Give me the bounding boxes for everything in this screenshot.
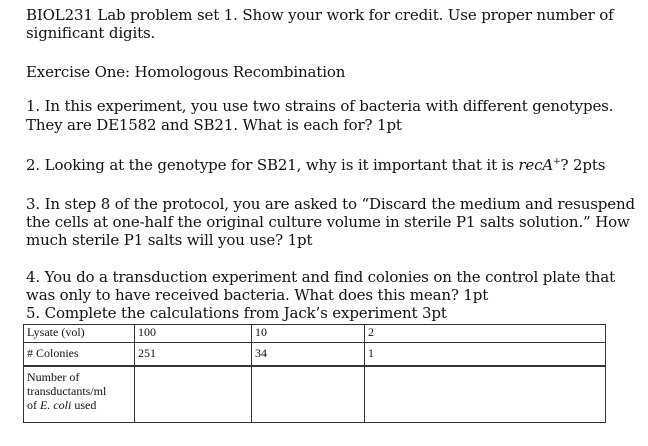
question-4-line-2: was only to have received bacteria. What does this mean? 1pt bbox=[26, 286, 489, 304]
table-row-transductants bbox=[24, 366, 606, 423]
gene-superscript: + bbox=[553, 157, 561, 167]
header-line-1: BIOL231 Lab problem set 1. Show your work for credit. Use proper number of bbox=[26, 6, 614, 24]
answer-cell[interactable] bbox=[252, 366, 365, 423]
label-line-2: transductants/ml bbox=[27, 384, 107, 398]
question-3-line-1: 3. In step 8 of the protocol, you are asked to “Discard the medium and resuspend bbox=[26, 195, 635, 213]
table-cell: 100 bbox=[135, 325, 252, 343]
label-of: of bbox=[27, 398, 40, 412]
gene-name: recA bbox=[518, 156, 554, 174]
question-2 bbox=[26, 156, 605, 174]
table-cell: 34 bbox=[252, 343, 365, 367]
exercise-title: Exercise One: Homologous Recombination bbox=[26, 63, 346, 81]
question-5-line-1: 5. Complete the calculations from Jack’s experiment 3pt bbox=[26, 304, 447, 322]
table-cell-label bbox=[24, 366, 135, 423]
table-row-lysate bbox=[24, 325, 606, 343]
table-cell: 2 bbox=[365, 325, 606, 343]
table-cell: 10 bbox=[252, 325, 365, 343]
table-cell: # Colonies bbox=[24, 343, 135, 367]
table-cell: Lysate (vol) bbox=[24, 325, 135, 343]
question-2-points: ? 2pts bbox=[560, 156, 606, 174]
organism-name: E. coli bbox=[40, 398, 72, 412]
label-line-3 bbox=[27, 398, 131, 412]
question-1-line-2: They are DE1582 and SB21. What is each for? 1pt bbox=[26, 116, 402, 134]
transductants-label bbox=[27, 370, 131, 412]
table-row-colonies bbox=[24, 343, 606, 367]
table-cell: 251 bbox=[135, 343, 252, 367]
question-4-line-1: 4. You do a transduction experiment and find colonies on the control plate that bbox=[26, 268, 615, 286]
label-line-1: Number of bbox=[27, 370, 80, 384]
question-1-line-1: 1. In this experiment, you use two strains of bacteria with different genotypes. bbox=[26, 97, 614, 115]
answer-cell[interactable] bbox=[135, 366, 252, 423]
answer-cell[interactable] bbox=[365, 366, 606, 423]
question-3-line-2: the cells at one-half the original culture volume in sterile P1 salts solution.” How bbox=[26, 213, 630, 231]
question-3-line-3: much sterile P1 salts will you use? 1pt bbox=[26, 231, 313, 249]
header-line-2: significant digits. bbox=[26, 24, 156, 42]
label-used: used bbox=[71, 398, 97, 412]
question-2-text: 2. Looking at the genotype for SB21, why is it important that it is bbox=[26, 156, 519, 174]
table-cell: 1 bbox=[365, 343, 606, 367]
calculation-table bbox=[23, 324, 606, 423]
